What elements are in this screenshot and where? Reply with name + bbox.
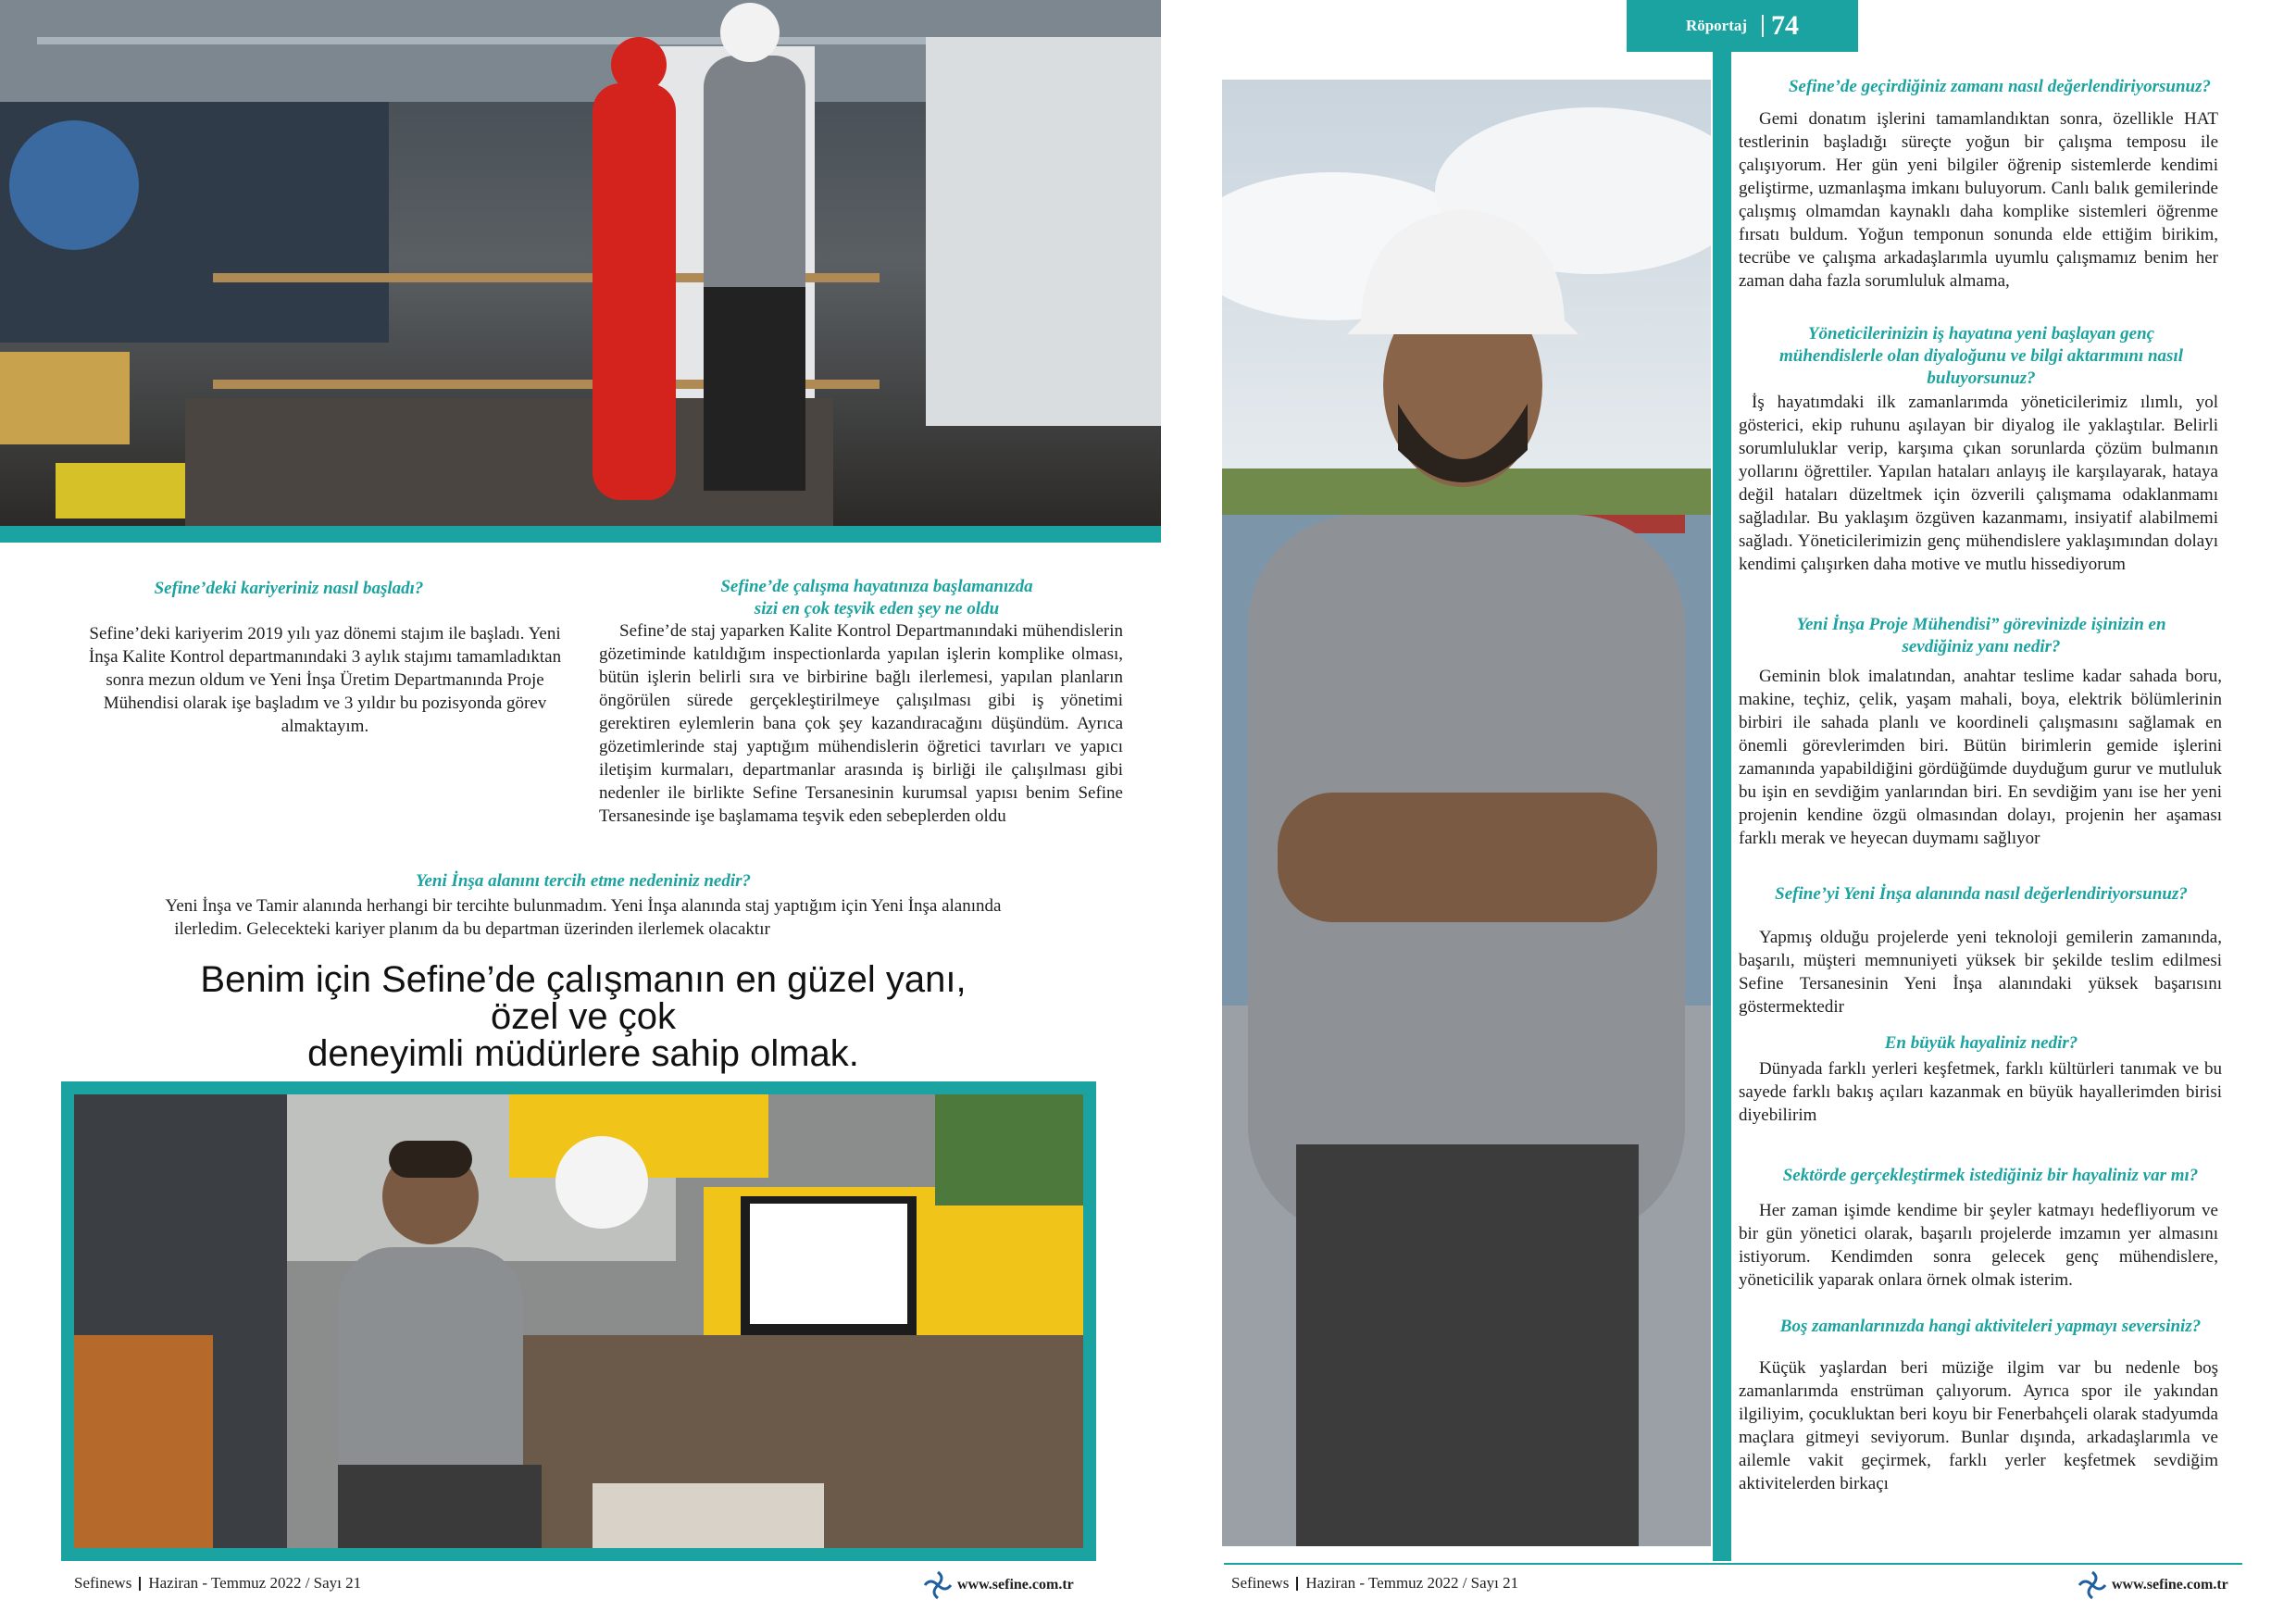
q3-question: Yeni İnşa alanını tercih etme nedeniniz nedir? xyxy=(415,871,752,891)
q2-question-line2: sizi en çok teşvik eden şey ne oldu xyxy=(754,599,1000,618)
q7-answer: Yapmış olduğu projelerde yeni teknoloji gemilerin zamanında, başarılı, müşteri memnuniyeti yüksek bir şekilde teslim edilmesi Sefine Tersanesinin Yeni İnşa alanındaki yüksek başarısını göstermektedir xyxy=(1739,928,2222,1017)
q2-answer: Sefine’de staj yaparken Kalite Kontrol Departmanındaki mühendislerin gözetiminde katıldığım inspectionlarda yapılan işlerin komplike olması, bütün işlerin belirli sıra ve birbirine bağlı ilerlemesi, yapılan planların öngörülen sürede gerçekleştirilmeye çalışılması gibi iş yönetimi gerektiren eylemlerin bana çok şey kazandıracağını düşündüm. Ayrıca gözetimlerinde staj yaptığım mühendislerin öğretici tavırları ve yapıcı iletişim kurmaları, departmanlar arasında iş birliği ile çalışılması gibi nedenler ile birlikte Sefine Tersanesinin kurumsal yapısı benim Sefine Tersanesinde işe başlamama teşvik eden sebeplerden oldu xyxy=(599,621,1123,826)
q5-question-line1: Yöneticilerinizin iş hayatına yeni başlayan genç xyxy=(1807,324,2155,344)
q4-answer: Gemi donatım işlerini tamamlandıktan sonra, özellikle HAT testlerinin başladığı süreçte yoğun bir çalışma temposu ile çalışıyorum. Her gün yeni bilgiler öğrenip sistemlerde kendimi geliştirme, uzmanlaşma imkanı buluyorum. Canlı balık gemilerinde çalışmış olmamdan kaynaklı daha komplike sistemleri öğrenme fırsatı buldum. Yoğun temponun sonunda elde ettiğim birikim, tecrübe ve çalışma arkadaşlarımla uyumlu çalışmamız benim her zaman daha fazla sorumluluk almama, xyxy=(1739,109,2218,291)
q6-question-line1: Yeni İnşa Proje Mühendisi” görevinizde işinizin en xyxy=(1796,615,2166,634)
footer-issue: Haziran - Temmuz 2022 / Sayı 21 xyxy=(148,1574,362,1592)
footer-separator xyxy=(139,1577,141,1591)
footer-url[interactable]: www.sefine.com.tr xyxy=(957,1577,1074,1593)
pull-quote-line1: Benim için Sefine’de çalışmanın en güzel yanı, xyxy=(200,959,967,1000)
office-photo xyxy=(74,1094,1083,1548)
pull-quote-line2: özel ve çok xyxy=(490,996,677,1037)
footer-left-url-block xyxy=(922,1569,1074,1601)
q6-question-line2: sevdiğiniz yanı nedir? xyxy=(1902,637,2061,656)
footer-url-right[interactable]: www.sefine.com.tr xyxy=(2112,1577,2228,1593)
q8-answer: Dünyada farklı yerleri keşfetmek, farklı kültürleri tanımak ve bu sayede farklı bakış açıları kazanmak en büyük hayallerimden birisi diyebilirim xyxy=(1739,1059,2222,1125)
footer-teal-rule xyxy=(1224,1563,2242,1565)
pull-quote-line3: deneyimli müdürlere sahip olmak. xyxy=(307,1033,859,1074)
footer-right xyxy=(1231,1574,1518,1593)
q5-question-line2: mühendislerle olan diyaloğunu ve bilgi aktarımını nasıl xyxy=(1778,346,2184,366)
footer-left xyxy=(74,1574,361,1593)
section-tab-divider xyxy=(1762,15,1764,37)
top-photo-teal-rule xyxy=(0,526,1161,543)
q1-answer: Sefine’deki kariyerim 2019 yılı yaz dönemi stajım ile başladı. Yeni İnşa Kalite Kontrol departmanındaki 3 aylık stajımı tamamladıktan sonra mezun oldum ve Yeni İnşa Üretim Departmanında Proje Mühendisi olarak işe başladım ve 3 yıldır bu pozisyonda görev almaktayım. xyxy=(88,624,562,736)
q10-question: Boş zamanlarınızda hangi aktiviteleri yapmayı seversiniz? xyxy=(1779,1317,2202,1336)
engine-room-photo xyxy=(0,0,1161,526)
footer-issue-right: Haziran - Temmuz 2022 / Sayı 21 xyxy=(1305,1574,1519,1592)
sefine-logo-icon xyxy=(2077,1569,2108,1601)
pull-quote xyxy=(83,961,1083,1072)
office-photo-frame xyxy=(61,1081,1096,1561)
q8-question: En büyük hayaliniz nedir? xyxy=(1884,1033,2078,1053)
q2-question-line1: Sefine’de çalışma hayatınıza başlamanızda xyxy=(720,577,1033,596)
q1-question: Sefine’deki kariyeriniz nasıl başladı? xyxy=(154,579,424,598)
q7-question: Sefine’yi Yeni İnşa alanında nasıl değerlendiriyorsunuz? xyxy=(1775,884,2188,904)
q4-question: Sefine’de geçirdiğiniz zamanı nasıl değerlendiriyorsunuz? xyxy=(1788,77,2212,96)
q5-question-line3: buluyorsunuz? xyxy=(1927,369,2036,388)
sefine-logo-icon xyxy=(922,1569,954,1601)
q10-answer: Küçük yaşlardan beri müziğe ilgim var bu nedenle boş zamanlarımda enstrüman çalıyorum. Ayrıca spor ile yakından ilgiliyim, çocukluktan beri koyu bir Fenerbahçeli olarak stadyumda maçlara gitmeyi seviyorum. Bunlar dışında, arkadaşlarımla ve ailemle vakit geçirmek, farklı yerler keşfetmek sevdiğim aktivitelerden birkaçı xyxy=(1739,1358,2218,1493)
portrait-photo xyxy=(1222,80,1711,1546)
q6-answer: Geminin blok imalatından, anahtar teslime kadar sahada boru, makine, teçhiz, çelik, yaşam mahali, boya, elektrik bölümlerinin birbiri ile sahada planlı ve koordineli çalışmasını sağlamak en önemli görevlerimden biri. Bütün birimlerin gemide işlerini zamanında yapabildiğini gördüğümde duyduğum gurur ve mutluluk bu işin en sevdiğim yanlarından biri. En sevdiğim yanı ise her yeni projenin kendine özgü olmasından dolayı, projenin her aşaması farklı merak ve heyecan duymamı sağlıyor xyxy=(1739,667,2222,848)
footer-right-url-block xyxy=(2077,1569,2228,1601)
section-label: Röportaj xyxy=(1685,17,1748,34)
portrait-teal-rule xyxy=(1713,52,1731,1561)
page-number: 74 xyxy=(1771,10,1800,41)
footer-separator-right xyxy=(1296,1577,1298,1591)
q3-answer-line1: Yeni İnşa ve Tamir alanında herhangi bir tercihte bulunmadım. Yeni İnşa alanında staj yaptığım için Yeni İnşa alanında xyxy=(165,896,1002,916)
q3-answer-line2: ilerledim. Gelecekteki kariyer planım da bu departman üzerinden ilerlemek olacaktır xyxy=(174,919,770,939)
section-tab xyxy=(1627,0,1858,52)
q9-question: Sektörde gerçekleştirmek istediğiniz bir hayaliniz var mı? xyxy=(1782,1166,2199,1185)
footer-magazine-right: Sefinews xyxy=(1231,1574,1290,1592)
q9-answer: Her zaman işimde kendime bir şeyler katmayı hedefliyorum ve bir gün yönetici olarak, başarılı projelerde imzamın yer almasını istiyorum. Kendimden sonra gelecek genç mühendislere, yöneticilik yaparak onlara örnek olmak isterim. xyxy=(1739,1201,2218,1290)
footer-magazine: Sefinews xyxy=(74,1574,132,1592)
q5-answer: İş hayatımdaki ilk zamanlarımda yöneticilerimiz ılımlı, yol gösterici, ekip ruhunu aşılayan bir diyalog ile yaklaştılar. Belirli sorumluluklar verip, karşıma çıkan sorunlarda çözüm bulmanın yollarını öğrettiler. Yapılan hataları anlayış ile karşılayarak, hataya değil hataları düzeltmek için özverili çalışmama odaklanmamı sağladılar. Bu yaklaşım özgüven kazanmamı, insiyatif alabilmemi sağladı. Yöneticilerimizin genç mühendislere yaklaşımından dolayı kendimi çalışırken daha motive ve mutlu hissediyorum xyxy=(1739,393,2218,574)
